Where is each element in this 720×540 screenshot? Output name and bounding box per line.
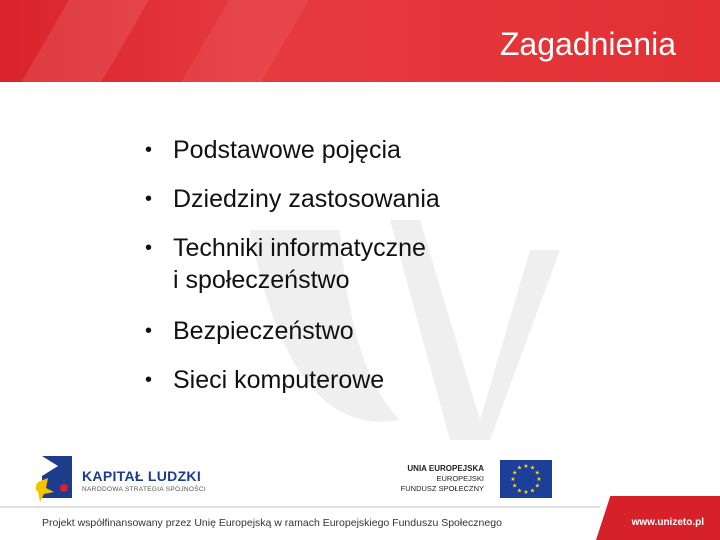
project-funding-note: Projekt współfinansowany przez Unię Europejską w ramach Europejskiego Funduszu Społecznego: [42, 517, 502, 529]
bullet-icon: •: [145, 188, 153, 210]
bullet-icon: •: [145, 237, 153, 259]
list-item-label: Podstawowe pojęcia: [173, 136, 401, 164]
list-item-label: Bezpieczeństwo: [173, 317, 354, 345]
eu-fund-line: FUNDUSZ SPOŁECZNY: [400, 484, 484, 493]
svg-text:★: ★: [523, 489, 529, 496]
list-item: [145, 134, 585, 166]
eu-flag-icon: [500, 460, 552, 498]
eu-union-label: UNIA EUROPEJSKA: [407, 464, 484, 473]
footer-divider: [0, 506, 600, 508]
slide-title: Zagadnienia: [499, 26, 676, 62]
svg-text:★: ★: [534, 482, 540, 490]
kapital-ludzki-title: KAPITAŁ LUDZKI: [82, 468, 202, 484]
bullet-icon: •: [145, 369, 153, 391]
slide-header: [0, 0, 720, 82]
svg-text:★: ★: [516, 464, 523, 472]
svg-text:★: ★: [512, 469, 518, 477]
list-item: [145, 315, 585, 347]
svg-text:★: ★: [534, 469, 540, 477]
bullet-icon: •: [145, 320, 153, 342]
list-item: [145, 364, 585, 396]
list-item-label: Dziedziny zastosowania: [173, 185, 440, 213]
svg-text:★: ★: [529, 464, 536, 472]
list-item: [145, 183, 585, 215]
topic-list: [145, 134, 585, 413]
bullet-icon: •: [145, 139, 153, 161]
website-link[interactable]: www.unizeto.pl: [631, 517, 704, 528]
header-decoration: [0, 0, 166, 82]
svg-text:★: ★: [510, 476, 516, 483]
kapital-ludzki-subtitle: NARODOWA STRATEGIA SPÓJNOŚCI: [82, 486, 206, 493]
kapital-ludzki-logo-icon: [36, 452, 76, 502]
svg-text:★: ★: [523, 463, 529, 470]
eu-fund-line: EUROPEJSKI: [436, 474, 484, 483]
svg-text:★: ★: [516, 487, 523, 495]
svg-text:★: ★: [529, 487, 536, 495]
list-item-label: Sieci komputerowe: [173, 366, 385, 394]
svg-text:★: ★: [512, 482, 518, 490]
svg-text:★: ★: [536, 476, 542, 483]
header-decoration: [154, 0, 326, 82]
list-item: [145, 232, 585, 296]
list-item-continuation: i społeczeństwo: [173, 266, 350, 294]
slide-footer: [0, 506, 720, 540]
eu-fund-label: [401, 464, 484, 494]
list-item-label: Techniki informatyczne: [173, 234, 426, 262]
